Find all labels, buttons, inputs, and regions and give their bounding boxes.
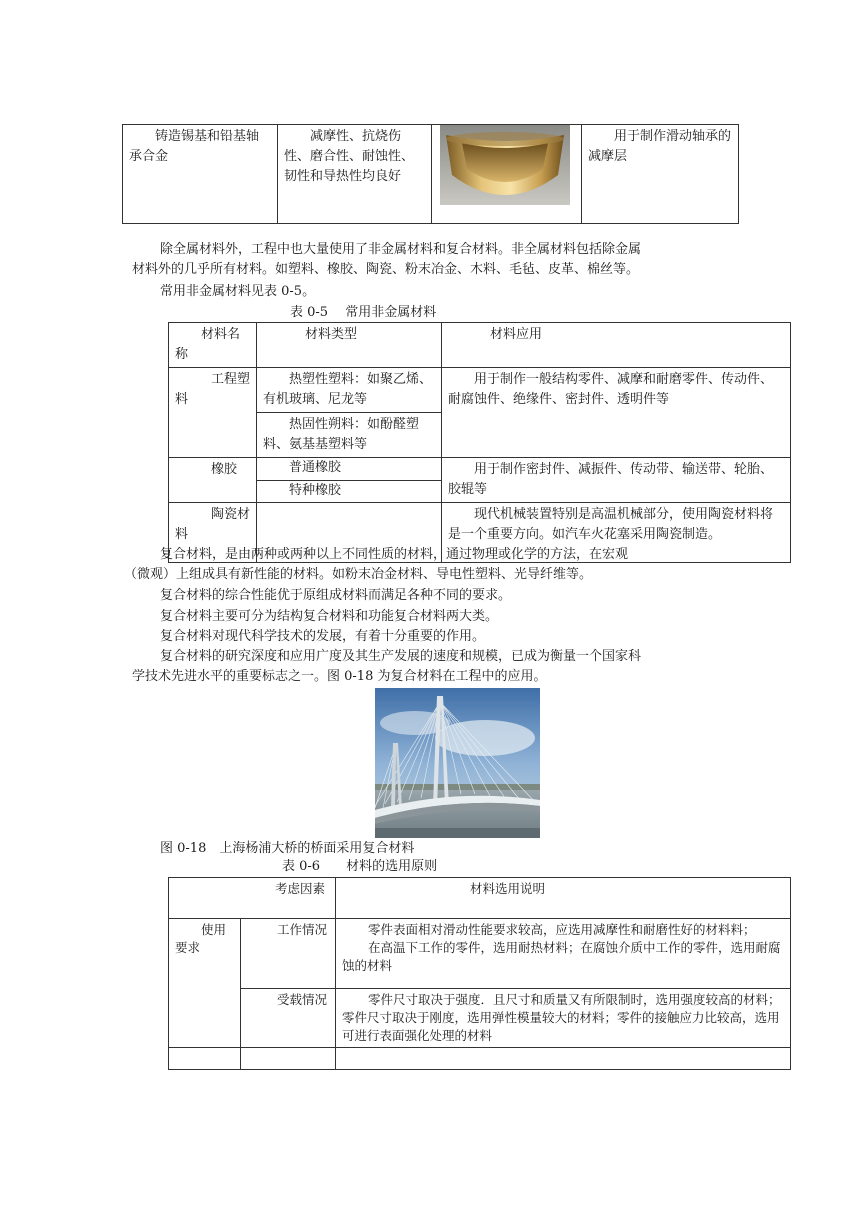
- bearing-shell-image: [440, 125, 570, 205]
- rubber-type1-cell: 普通橡胶: [257, 458, 442, 481]
- work-condition-factor: 工作情况: [241, 919, 336, 989]
- header-material-name: 材料名称: [169, 323, 257, 368]
- load-condition-factor: 受载情况: [241, 989, 336, 1048]
- selection-table: [168, 877, 791, 1070]
- rubber-use-cell: 用于制作密封件、减振件、传动带、输送带、轮胎、胶辊等: [442, 458, 791, 503]
- empty-cell-3: [336, 1048, 791, 1070]
- load-condition-desc: 零件尺寸取决于强度．且尺寸和质量又有所限制时，选用强度较高的材料；零件尺寸取决于刚度，选用弹性模量较大的材料；零件的接触应力比较高，选用可进行表面强化处理的材料: [336, 989, 791, 1048]
- table05-caption: 表 0-5 常用非金属材料: [290, 305, 437, 320]
- alloy-image-cell: [432, 125, 582, 224]
- plastic-type2-cell: 热固性朔料：如酚醛塑料、氨基基塑料等: [257, 413, 442, 458]
- para-nonmetal-line2: 材料外的几乎所有材料。如塑料、橡胶、陶瓷、粉末冶金、木料、毛毡、皮革、棉丝等。: [132, 262, 640, 277]
- plastic-name-cell: 工程塑料: [169, 368, 257, 458]
- plastic-type1-cell: 热塑性塑料：如聚乙烯、有机玻璃、尼龙等: [257, 368, 442, 413]
- work-condition-desc-b: 在高温下工作的零件，选用耐热材料；在腐蚀介质中工作的零件，选用耐腐蚀的材料: [342, 940, 781, 973]
- para-see-table: 常用非金属材料见表 0-5。: [160, 284, 316, 299]
- alloy-table: [122, 124, 739, 224]
- usage-requirement-cell: 使用要求: [169, 919, 241, 1048]
- composite-line5: 复合材料对现代科学技术的发展，有着十分重要的作用。: [160, 629, 486, 644]
- header-material-type: 材料类型: [257, 323, 442, 368]
- ceramic-use-cell: 现代机械装置特别是高温机械部分，使用陶瓷材料将是一个重要方向。如汽车火花塞采用陶瓷制造。: [442, 503, 791, 563]
- rubber-name-cell: 橡胶: [169, 458, 257, 503]
- alloy-property-cell: 减摩性、抗烧伤性、磨合性、耐蚀性、韧性和导热性均良好: [278, 125, 432, 224]
- alloy-name-cell: 铸造锡基和铅基轴承合金: [123, 125, 278, 224]
- figure-caption: 图 0-18 上海杨浦大桥的桥面采用复合材料: [160, 841, 415, 856]
- para-nonmetal-line1: 除全属材料外，工程中也大量使用了非金属材料和复合材料。非全属材料包括除金属: [160, 242, 642, 257]
- composite-line1: 复合材料，是由两种或两种以上不同性质的材料，通过物理或化学的方法，在宏观: [160, 547, 629, 562]
- empty-cell-1: [169, 1048, 241, 1070]
- header-factor: 考虑因素: [169, 878, 336, 919]
- work-condition-desc-a: 零件表面相对滑动性能要求较高，应选用减摩性和耐磨性好的材料料；: [368, 922, 756, 937]
- composite-line6: 复合材料的研究深度和应用广度及其生产发展的速度和规模，已成为衡量一个国家科: [160, 649, 642, 664]
- bridge-image: [375, 688, 540, 838]
- nonmetal-table: [168, 322, 791, 563]
- plastic-use-cell: 用于制作一般结构零件、减摩和耐磨零件、传动件、耐腐蚀件、绝缘件、密封件、透明件等: [442, 368, 791, 458]
- alloy-use-cell: 用于制作滑动轴承的减摩层: [582, 125, 739, 224]
- composite-line2: （微观）上组成具有新性能的材料。如粉末冶金材料、导电性塑料、光导纤维等。: [124, 567, 593, 582]
- header-material-use: 材料应用: [442, 323, 791, 368]
- empty-cell-2: [241, 1048, 336, 1070]
- work-condition-desc: [336, 919, 791, 989]
- rubber-type2-cell: 特种橡胶: [257, 480, 442, 503]
- composite-line4: 复合材料主要可分为结构复合材料和功能复合材料两大类。: [160, 609, 499, 624]
- table06-caption: 表 0-6 材料的选用原则: [282, 859, 438, 874]
- header-description: 材料选用说明: [336, 878, 791, 919]
- ceramic-name-cell: 陶瓷材料: [169, 503, 257, 563]
- composite-line3: 复合材料的综合性能优于原组成材料而满足各种不同的要求。: [160, 588, 512, 603]
- composite-line7: 学技术先进水平的重要标志之一。图 0-18 为复合材料在工程中的应用。: [132, 669, 547, 684]
